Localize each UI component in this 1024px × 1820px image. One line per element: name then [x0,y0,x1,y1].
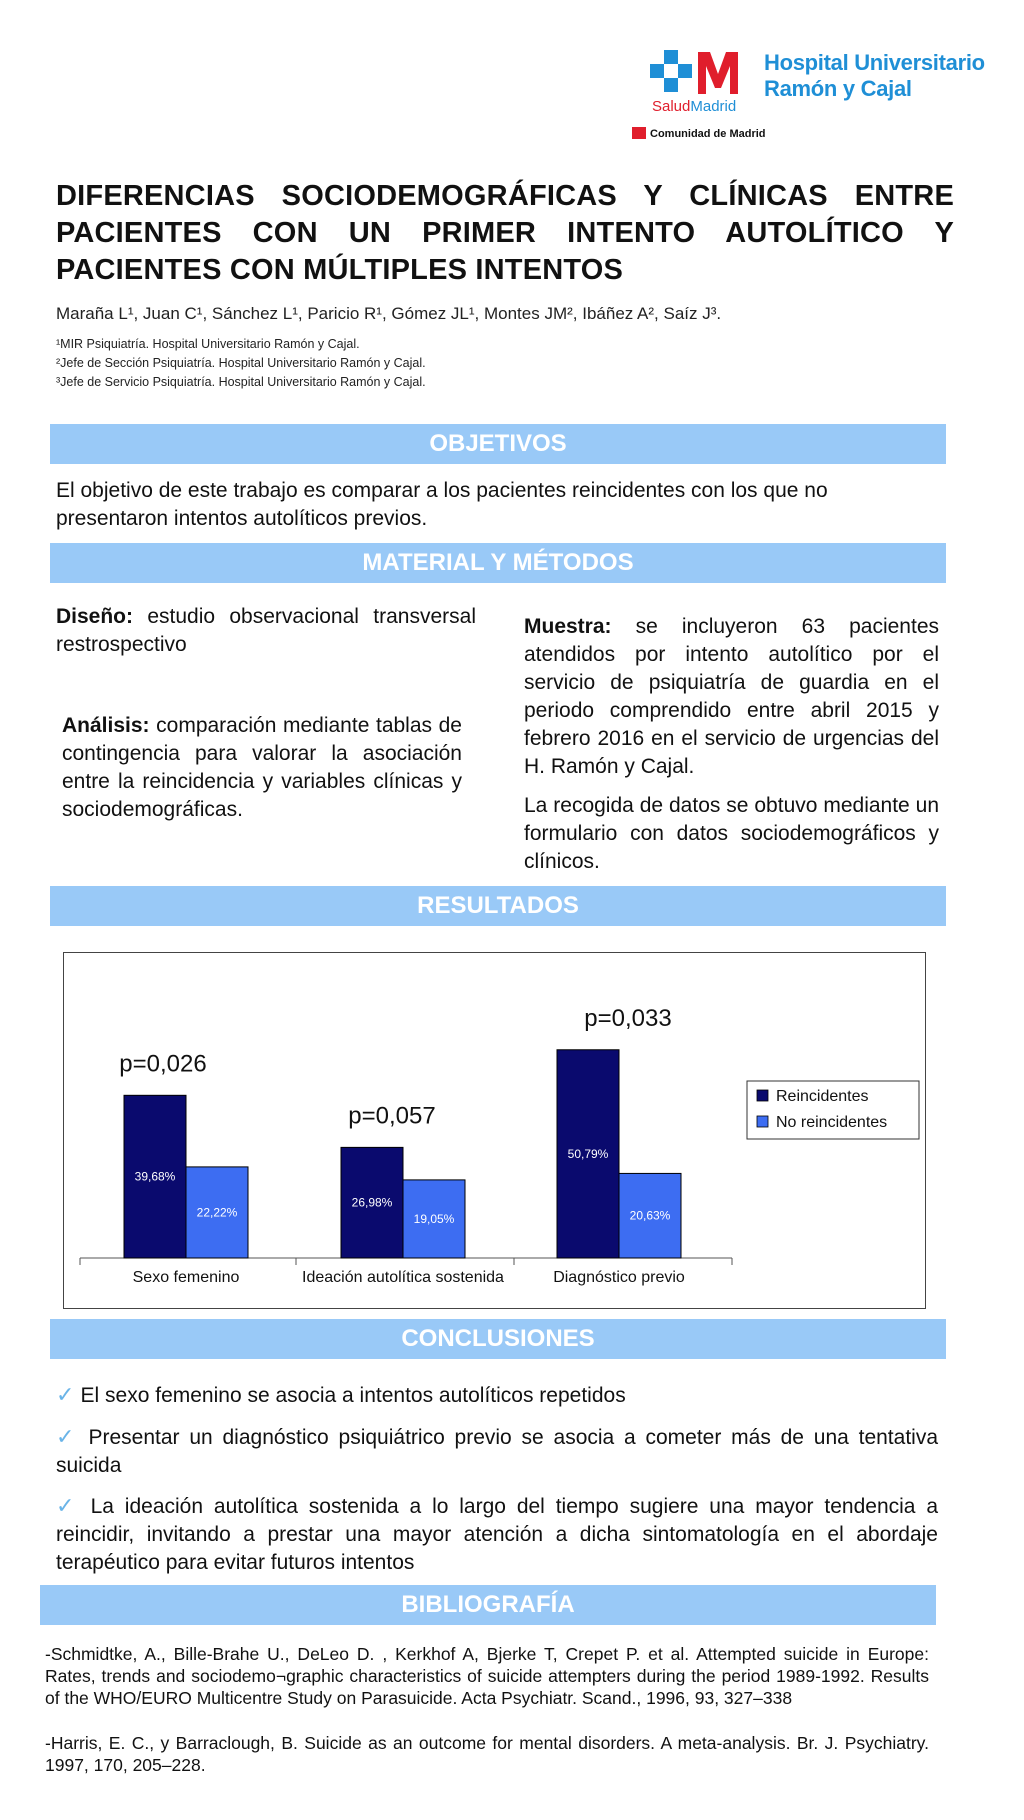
section-header-resultados: RESULTADOS [50,886,946,926]
diseno-paragraph [56,603,476,659]
check-icon: ✓ [56,1493,91,1518]
data-label: 20,63% [629,1208,671,1223]
category-label: Diagnóstico previo [553,1269,685,1286]
diseno-text: estudio observacional transversal restrospectivo [56,605,476,656]
madrid-text: Madrid [690,98,737,115]
legend-label: No reincidentes [776,1114,888,1131]
affiliation-2: ²Jefe de Sección Psiquiatría. Hospital Universitario Ramón y Cajal. [56,356,426,370]
category-label: Sexo femenino [132,1269,240,1286]
data-label: 50,79% [567,1146,609,1161]
diseno-label: Diseño: [56,605,134,628]
data-label: 19,05% [413,1211,455,1226]
hospital-name-line1: Hospital Universitario [764,50,985,75]
conclusion-text-2: Presentar un diagnóstico psiquiátrico previo se asocia a cometer más de una tentativa suicida [56,1426,939,1477]
p-value-annotation: p=0,033 [584,1004,672,1032]
muestra-paragraph [524,613,939,781]
conclusion-item-2 [56,1423,938,1480]
analisis-label: Análisis: [62,714,150,737]
section-header-conclusiones: CONCLUSIONES [50,1319,946,1359]
conclusion-item-3 [56,1492,938,1577]
results-chart [63,952,926,1309]
poster-title: DIFERENCIAS SOCIODEMOGRÁFICAS Y CLÍNICAS ENTRE PACIENTES CON UN PRIMER INTENTO AUTOLÍTICO Y PACIENTES CON MÚLTIPLES INTENTOS [56,180,954,286]
hospital-name-line2: Ramón y Cajal [764,76,912,101]
analisis-paragraph [62,712,462,824]
hospital-name [764,50,985,102]
muestra-label: Muestra: [524,615,612,638]
reference-1: -Schmidtke, A., Bille-Brahe U., DeLeo D. , Kerkhof A, Bjerke T, Crepet P. et al. Attempted suicide in Europe: Rates, trends and sociodemo¬graphic characteristics of suicide attempters during the period 1989-1992. Results of the WHO/EURO Multicentre Study on Parasuicide. Acta Psychiatr. Scand., 1996, 93, 327–338 [45,1644,929,1708]
analisis-text: comparación mediante tablas de contingencia para valorar la asociación entre la reincidencia y variables clínicas y sociodemográficas. [62,714,462,821]
section-header-metodos: MATERIAL Y MÉTODOS [50,543,946,583]
hospital-logo-icon [650,48,760,100]
salud-madrid-label [652,98,736,115]
p-value-annotation: p=0,026 [119,1050,207,1078]
muestra-text: se incluyeron 63 pacientes atendidos por intento autolítico por el servicio de psiquiatría de guardia en el periodo comprendido entre abril 2015 y febrero 2016 en el servicio de urgencias del H. Ramón y Cajal. [524,615,939,778]
salud-text: Salud [652,98,691,115]
reference-2: -Harris, E. C., y Barraclough, B. Suicide as an outcome for mental disorders. A meta-analysis. Br. J. Psychiatry. 1997, 170, 205–228. [45,1733,929,1775]
comunidad-label: Comunidad de Madrid [650,128,766,140]
authors: Maraña L¹, Juan C¹, Sánchez L¹, Paricio R¹, Gómez JL¹, Montes JM², Ibáñez A², Saíz J³. [56,304,722,323]
conclusion-text-1: El sexo femenino se asocia a intentos autolíticos repetidos [80,1384,626,1407]
affiliation-3: ³Jefe de Servicio Psiquiatría. Hospital Universitario Ramón y Cajal. [56,375,426,389]
section-header-bibliografia: BIBLIOGRAFÍA [40,1585,936,1625]
comunidad-flag-icon [632,127,646,139]
bar-chart [64,953,925,1308]
p-value-annotation: p=0,057 [348,1102,436,1130]
affiliation-1: ¹MIR Psiquiatría. Hospital Universitario Ramón y Cajal. [56,337,360,351]
check-icon: ✓ [56,1382,81,1407]
legend-swatch [757,1090,768,1101]
check-icon: ✓ [56,1424,89,1449]
recogida-paragraph: La recogida de datos se obtuvo mediante un formulario con datos sociodemográficos y clínicos. [524,794,939,873]
legend-label: Reincidentes [776,1088,869,1105]
legend-swatch [757,1116,768,1127]
category-label: Ideación autolítica sostenida [302,1269,504,1286]
objetivos-text: El objetivo de este trabajo es comparar a los pacientes reincidentes con los que no presentaron intentos autolíticos previos. [56,479,828,530]
conclusion-text-3: La ideación autolítica sostenida a lo largo del tiempo sugiere una mayor tendencia a reincidir, invitando a prestar una mayor atención a dicha sintomatología en el abordaje terapéutico para evitar futuros intentos [56,1495,939,1574]
data-label: 39,68% [134,1169,176,1184]
conclusion-item-1 [56,1381,938,1410]
data-label: 26,98% [351,1195,393,1210]
data-label: 22,22% [196,1205,238,1220]
section-header-objetivos: OBJETIVOS [50,424,946,464]
